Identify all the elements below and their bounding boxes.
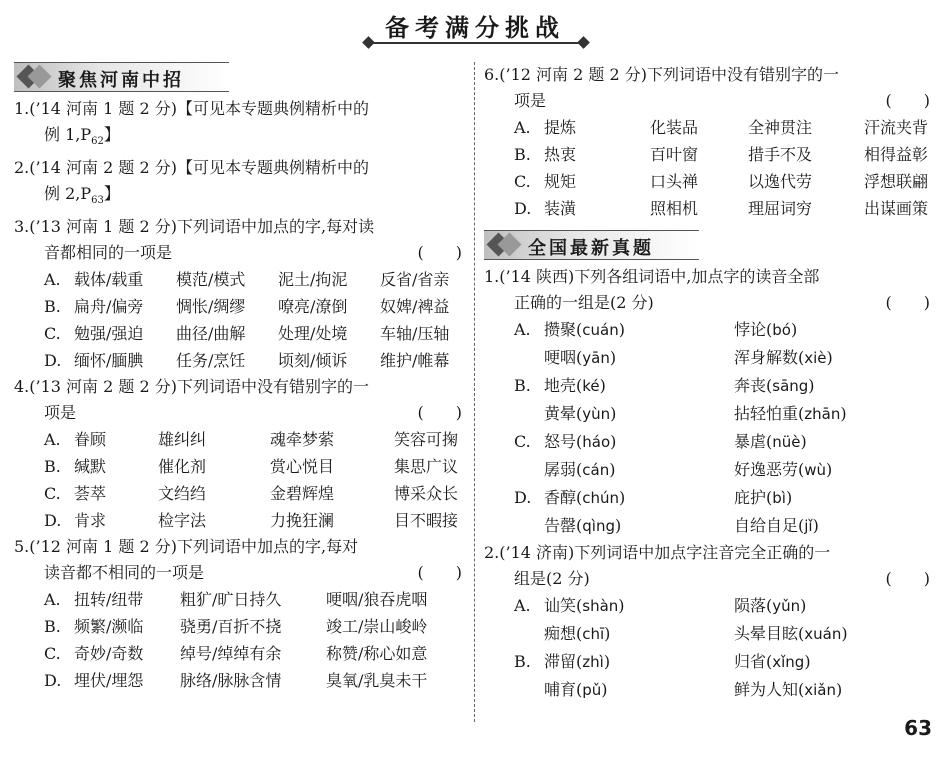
question-stem: 2.(’14 河南 2 题 2 分)【可见本专题典例精析中的 xyxy=(14,158,369,178)
option-a: A. 提炼 化装品 全神贯注 汗流夹背 xyxy=(514,118,929,137)
option-b: B. 缄默 催化剂 赏心悦目 集思广议 xyxy=(44,457,459,477)
question-stem: 1.(’14 陕西)下列各组词语中,加点字的读音全部 xyxy=(484,267,820,286)
answer-blank: ( ) xyxy=(417,243,462,263)
option-d-row2: 告罄(qìng) 自给自足(jǐ) xyxy=(544,516,819,535)
national-question-1: 1.(’14 陕西)下列各组词语中,加点字的读音全部 正确的一组是(2 分) ( ) A. 攒聚(cuán) 悖论(bó) 哽咽(yān) 浑身解数(xiè) B. 地壳(ké) 奔丧(sāng) 黄晕(yùn) 拈轻怕重(zhān) C. 怒号(háo) 暴虐(nüè) 孱弱(cán) 好逸恶劳(wù) D. 香醇(chún) 庇护(bì) 告罄(qìng) 自给自足(jǐ) xyxy=(484,264,934,540)
option-c: C. 怒号(háo) 暴虐(nüè) xyxy=(514,432,807,451)
question-stem: 2.(’14 济南)下列词语中加点字注音完全正确的一 xyxy=(484,543,831,562)
options-list xyxy=(14,266,466,374)
options-list xyxy=(484,316,934,540)
option-b: B. 热衷 百叶窗 措手不及 相得益彰 xyxy=(514,145,929,164)
option-d: D. 香醇(chún) 庇护(bì) xyxy=(514,488,793,507)
question-4: 4.(’13 河南 2 题 2 分)下列词语中没有错别字的一 项是 ( ) A. 眷顾 雄纠纠 魂牵梦萦 笑容可掬 B. 缄默 催化剂 赏心悦目 集思广议 C. 荟萃 文绉绉 金碧辉煌 博采众长 D. 肯求 检字法 力挽狂澜 目不暇接 xyxy=(14,374,466,534)
option-d: D. 埋伏/埋怨 脉络/脉脉含情 臭氧/乳臭未干 xyxy=(44,671,428,691)
answer-blank: ( ) xyxy=(417,563,462,583)
answer-blank: ( ) xyxy=(885,293,930,312)
answer-blank: ( ) xyxy=(885,569,930,588)
option-b: B. 地壳(ké) 奔丧(sāng) xyxy=(514,376,815,395)
option-a: A. 攒聚(cuán) 悖论(bó) xyxy=(514,320,798,339)
option-b: B. 频繁/濒临 骁勇/百折不挠 竣工/崇山峻岭 xyxy=(44,617,428,637)
option-a: A. 讪笑(shàn) 陨落(yǔn) xyxy=(514,596,807,615)
left-column xyxy=(14,62,466,694)
option-a: A. 载体/载重 模范/模式 泥土/拘泥 反省/省亲 xyxy=(44,270,450,290)
option-c: C. 奇妙/奇数 绰号/绰绰有余 称赞/称心如意 xyxy=(44,644,428,664)
question-6: 6.(’12 河南 2 题 2 分)下列词语中没有错别字的一 项是 ( ) A. 提炼 化装品 全神贯注 汗流夹背 B. 热衷 百叶窗 措手不及 相得益彰 C. 规矩 口头禅 以逸代劳 浮想联翩 D. 装潢 照相机 理屈词穷 出谋画策 xyxy=(484,62,934,222)
question-stem: 5.(’12 河南 1 题 2 分)下列词语中加点的字,每对 xyxy=(14,537,359,557)
option-b: B. 滞留(zhì) 归省(xǐng) xyxy=(514,652,811,671)
question-stem: 4.(’13 河南 2 题 2 分)下列词语中没有错别字的一 xyxy=(14,377,369,397)
option-b-row2: 黄晕(yùn) 拈轻怕重(zhān) xyxy=(544,404,847,423)
question-5: 5.(’12 河南 1 题 2 分)下列词语中加点的字,每对 读音都不相同的一项是 ( ) A. 扭转/纽带 粗犷/旷日持久 哽咽/狼吞虎咽 B. 频繁/濒临 骁勇/百折不挠 竣工/崇山峻岭 C. 奇妙/奇数 绰号/绰绰有余 称赞/称心如意 D. 埋伏/埋怨 脉络/脉脉含情 臭氧/乳臭未干 xyxy=(14,534,466,694)
option-c: C. 规矩 口头禅 以逸代劳 浮想联翩 xyxy=(514,172,929,191)
section-banner-national xyxy=(484,230,699,260)
national-question-2: 2.(’14 济南)下列词语中加点字注音完全正确的一 组是(2 分) ( ) A. 讪笑(shàn) 陨落(yǔn) 痴想(chī) 头晕目眩(xuán) B. 滞留(zhì) 归省(xǐng) 哺育(pǔ) 鲜为人知(xiǎn) xyxy=(484,540,934,704)
page-number: 63 xyxy=(904,716,932,740)
answer-blank: ( ) xyxy=(417,403,462,423)
page-title: 备考满分挑战 xyxy=(385,14,565,42)
option-c: C. 勉强/强迫 曲径/曲解 处理/处境 车轴/压轴 xyxy=(44,324,450,344)
right-column xyxy=(484,62,934,704)
option-a-row2: 痴想(chī) 头晕目眩(xuán) xyxy=(544,624,848,643)
section-title: 全国最新真题 xyxy=(528,238,654,259)
question-3: 3.(’13 河南 1 题 2 分)下列词语中加点的字,每对读 音都相同的一项是 ( ) A. 载体/载重 模范/模式 泥土/拘泥 反省/省亲 B. 扁舟/偏旁 惆怅/绸缪 嘹亮/潦倒 奴婢/裨益 C. 勉强/强迫 曲径/曲解 处理/处境 车轴/压轴 D. 缅怀/腼腆 任务/烹饪 顷刻/倾诉 维护/帷幕 xyxy=(14,214,466,374)
option-d: D. 装潢 照相机 理屈词穷 出谋画策 xyxy=(514,199,929,218)
question-2: 2.(’14 河南 2 题 2 分)【可见本专题典例精析中的 例 $2,P_{63}$】 xyxy=(14,155,466,214)
section-title: 聚焦河南中招 xyxy=(58,70,184,91)
section-banner-henan xyxy=(14,62,229,92)
option-c-row2: 孱弱(cán) 好逸恶劳(wù) xyxy=(544,460,833,479)
option-c: C. 荟萃 文绉绉 金碧辉煌 博采众长 xyxy=(44,484,459,504)
title-underline xyxy=(368,42,584,44)
option-d: D. 肯求 检字法 力挽狂澜 目不暇接 xyxy=(44,511,459,531)
question-1: 1.(’14 河南 1 题 2 分)【可见本专题典例精析中的 例 $1,P_{62}$】 xyxy=(14,96,466,155)
option-a: A. 扭转/纽带 粗犷/旷日持久 哽咽/狼吞虎咽 xyxy=(44,590,428,610)
answer-blank: ( ) xyxy=(885,91,930,110)
option-b: B. 扁舟/偏旁 惆怅/绸缪 嘹亮/潦倒 奴婢/裨益 xyxy=(44,297,450,317)
option-a: A. 眷顾 雄纠纠 魂牵梦萦 笑容可掬 xyxy=(44,430,459,450)
question-stem: 3.(’13 河南 1 题 2 分)下列词语中加点的字,每对读 xyxy=(14,217,375,237)
page-header xyxy=(0,0,950,54)
question-stem: 6.(’12 河南 2 题 2 分)下列词语中没有错别字的一 xyxy=(484,65,839,84)
options-list xyxy=(484,592,934,704)
question-stem: 1.(’14 河南 1 题 2 分)【可见本专题典例精析中的 xyxy=(14,99,369,118)
option-a-row2: 哽咽(yān) 浑身解数(xiè) xyxy=(544,348,833,367)
options-list xyxy=(14,426,466,534)
options-list xyxy=(14,586,466,694)
column-divider xyxy=(474,62,475,722)
options-list xyxy=(484,114,934,222)
option-d: D. 缅怀/腼腆 任务/烹饪 顷刻/倾诉 维护/帷幕 xyxy=(44,351,450,371)
option-b-row2: 哺育(pǔ) 鲜为人知(xiǎn) xyxy=(544,680,843,699)
